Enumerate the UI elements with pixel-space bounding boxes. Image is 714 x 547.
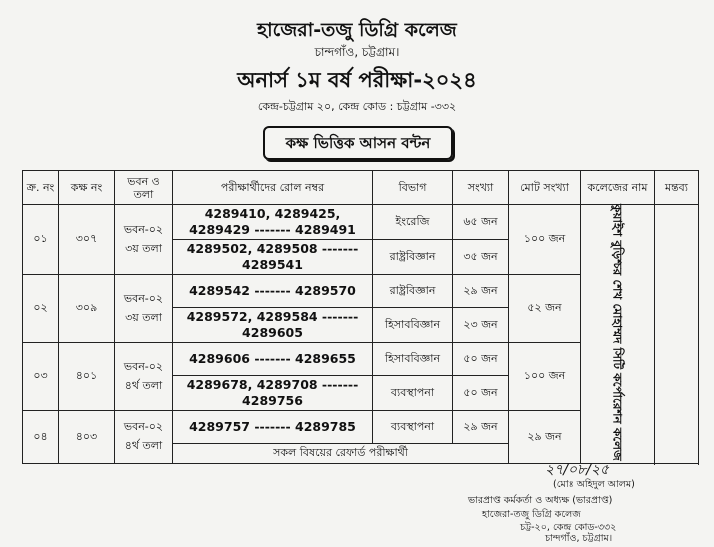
room-cell: ৩০৯ (59, 275, 115, 343)
subject-cell: হিসাববিজ্ঞান (373, 343, 453, 376)
total-cell: ৫২ জন (509, 275, 581, 343)
serial-cell: ০২ (23, 275, 59, 343)
subject-cell: ব্যবস্থাপনা (373, 376, 453, 411)
header-total: মোট সংখ্যা (509, 171, 581, 205)
college-title: হাজেরা-তজু ডিগ্রি কলেজ (257, 19, 457, 41)
seat-plan-title: কক্ষ ভিত্তিক আসন বন্টন (263, 126, 453, 160)
exam-title: অনার্স ১ম বর্ষ পরীক্ষা-২০২৪ (237, 68, 477, 92)
seat-plan-table (22, 170, 699, 464)
building-cell: ভবন-০২ ৩য় তলা (115, 275, 173, 343)
room-cell: ৪০৩ (59, 411, 115, 464)
header-college-name: কলেজের নাম (581, 171, 655, 205)
header-subject: বিভাগ (373, 171, 453, 205)
roll-range-cell: 4289606 ------- 4289655 (173, 343, 373, 376)
college-name-text: কুয়াইশ বুড়িশ্চর শেখ মোহাম্মদ সিটি কর্পোরেশন কলেজ (610, 204, 625, 461)
subject-cell: রাষ্ট্রবিজ্ঞান (373, 240, 453, 275)
count-cell: ২৯ জন (453, 411, 509, 444)
roll-range-cell: 4289572, 4289584 ------- 4289605 (173, 308, 373, 343)
signatory-name: (মোঃ অহিদুল আলম) (553, 479, 635, 490)
total-cell: ১০০ জন (509, 343, 581, 411)
header-rolls: পরীক্ষার্থীদের রোল নম্বর (173, 171, 373, 205)
subject-cell: ইংরেজি (373, 205, 453, 240)
header-room: কক্ষ নং (59, 171, 115, 205)
serial-cell: ০১ (23, 205, 59, 275)
header-remarks: মন্তব্য (655, 171, 699, 205)
serial-cell: ০৪ (23, 411, 59, 464)
referred-note-cell: সকল বিষয়ের রেফার্ড পরীক্ষার্থী (173, 444, 509, 464)
subject-cell: রাষ্ট্রবিজ্ঞান (373, 275, 453, 308)
subject-cell: হিসাববিজ্ঞান (373, 308, 453, 343)
count-cell: ২৯ জন (453, 275, 509, 308)
header-serial: ক্র. নং (23, 171, 59, 205)
roll-range-cell: 4289542 ------- 4289570 (173, 275, 373, 308)
centre-info: কেন্দ্র-চট্টগ্রাম ২০, কেন্দ্র কোড : চট্টগ্রাম -৩৩২ (257, 100, 457, 113)
signatory-college: হাজেরা-তজু ডিগ্রি কলেজ (482, 509, 581, 520)
room-cell: ৩০৭ (59, 205, 115, 275)
college-name-cell (581, 205, 655, 464)
roll-range-cell: 4289502, 4289508 ------- 4289541 (173, 240, 373, 275)
remarks-cell (655, 205, 699, 464)
room-cell: ৪০১ (59, 343, 115, 411)
roll-range-cell: 4289757 ------- 4289785 (173, 411, 373, 444)
header-building: ভবন ও তলা (115, 171, 173, 205)
table-row (23, 205, 699, 240)
college-address: চান্দগাঁও, চট্টগ্রাম। (314, 45, 400, 59)
total-cell: ২৯ জন (509, 411, 581, 464)
building-cell: ভবন-০২ ৪র্থ তলা (115, 343, 173, 411)
roll-range-cell: 4289410, 4289425, 4289429 ------- 4289491 (173, 205, 373, 240)
serial-cell: ০৩ (23, 343, 59, 411)
signature-mark: ২৭/০৮/২৫ (545, 462, 610, 478)
count-cell: ৫০ জন (453, 343, 509, 376)
signatory-centre: চট্ট-২০, কেন্দ্র কোড-৩৩২ (520, 522, 617, 533)
signatory-address: চান্দগাঁও, চট্টগ্রাম। (545, 533, 613, 544)
building-cell: ভবন-০২ ৩য় তলা (115, 205, 173, 275)
signatory-title: ভারপ্রাপ্ত কর্মকর্তা ও অধ্যক্ষ (ভারপ্রাপ্ত) (468, 495, 613, 506)
building-cell: ভবন-০২ ৪র্থ তলা (115, 411, 173, 464)
subject-cell: ব্যবস্থাপনা (373, 411, 453, 444)
roll-range-cell: 4289678, 4289708 ------- 4289756 (173, 376, 373, 411)
count-cell: ৩৫ জন (453, 240, 509, 275)
total-cell: ১০০ জন (509, 205, 581, 275)
count-cell: ৬৫ জন (453, 205, 509, 240)
count-cell: ৫০ জন (453, 376, 509, 411)
count-cell: ২৩ জন (453, 308, 509, 343)
header-count: সংখ্যা (453, 171, 509, 205)
